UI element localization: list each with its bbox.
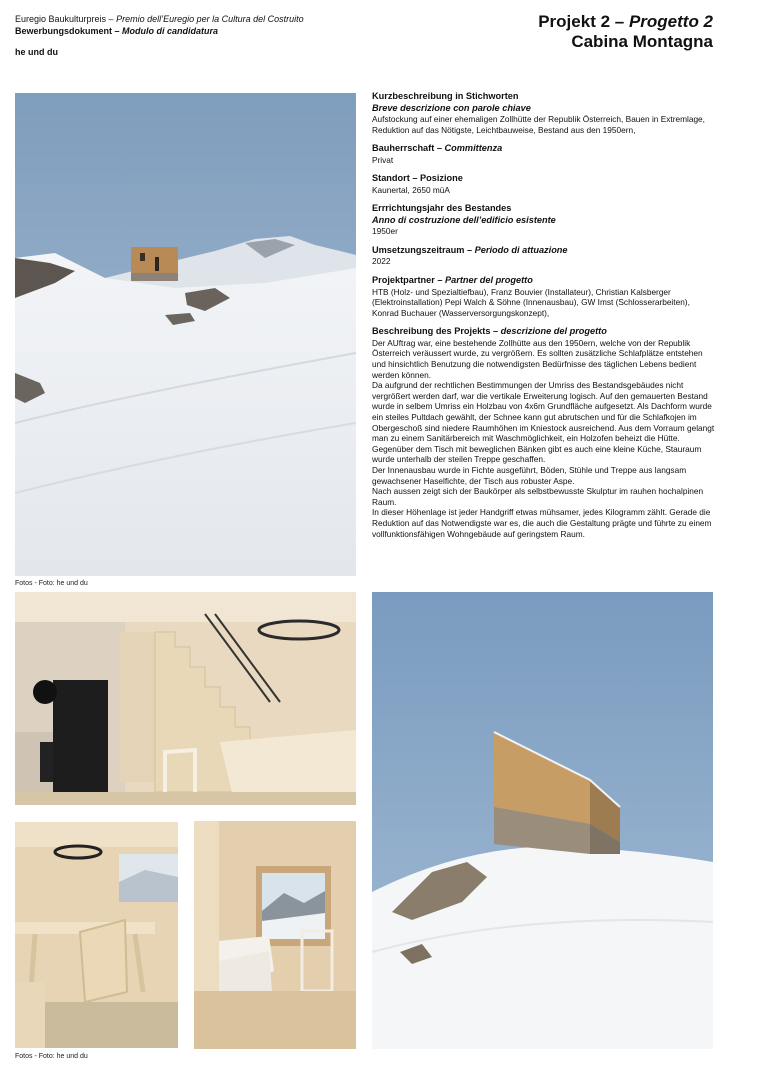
period-heading: Umsetzungszeitraum – xyxy=(372,244,475,255)
partners-heading-italian: Partner del progetto xyxy=(445,275,533,286)
project-text xyxy=(372,91,716,547)
interior-photo-bedroom xyxy=(194,821,356,1049)
period-body: 2022 xyxy=(372,256,391,267)
construction-year-body: 1950er xyxy=(372,226,398,237)
description-paragraph: Da aufgrund der rechtlichen Bestimmungen der Umriss des Bestandsgebäudes nicht vergrößert werden darf, war die vertikale Erweiterung logisch. Auf den gemauerten Bestand wurde in selbem Umriss ein Holzbau von 4x6m Grundfläche aufgesetzt. Als Dachform wurde ein steiles Pultdach gewählt, der Schnee kann gut abrutschen und für die Schlafkojen im Obergeschoß sind niedere Raumhöhen im Kniestock ausreichend. Aus dem Vorraum gelangt man zu einem Sanitärbereich mit Waschmöglichkeit, ein Holzofen beheizt die Hütte. Gegenüber dem Tisch mit beweglichen Bänken gibt es auch eine kleine Küche, Stauraum wurde unterhalb der steilen Treppe geschaffen. xyxy=(372,380,715,465)
document-type-italian: Modulo di candidatura xyxy=(122,26,219,36)
section-client xyxy=(372,143,716,165)
construction-year-heading-italian: Anno di costruzione dell’edificio esistente xyxy=(372,214,556,225)
description-heading-italian: descrizione del progetto xyxy=(500,326,607,337)
interior-photo-living xyxy=(15,592,356,805)
project-number: Projekt 2 – xyxy=(538,12,629,31)
description-heading: Beschreibung des Projekts – xyxy=(372,326,501,337)
partners-body: HTB (Holz- und Spezialtiefbau), Franz Bouvier (Installateur), Christian Kalsberger (Elektroinstallation) Pepi Walch & Söhne (Innenausbau), GW Imst (Schlosserarbeiten), Konrad Buchauer (Wasserversorgungskonzept), xyxy=(372,286,690,318)
section-description xyxy=(372,326,716,539)
section-period xyxy=(372,245,716,267)
interior-photo-dining xyxy=(15,822,178,1048)
period-heading-italian: Periodo di attuazione xyxy=(474,244,568,255)
prize-title: Euregio Baukulturpreis – xyxy=(15,14,117,24)
section-short-description xyxy=(372,91,716,135)
partners-heading: Projektpartner – xyxy=(372,275,446,286)
photo-caption-top: Fotos - Foto: he und du xyxy=(15,580,88,587)
client-heading-italian: Committenza xyxy=(444,143,503,154)
description-paragraph: Der AUftrag war, eine bestehende Zollhütte aus den 1950ern, welche von der Republik Österreich veräussert wurde, zu vergrößern. Es sollten zusätzliche Schlafplätze entstehen und hinsichtlich Benutzung die notwendigsten Bedürfnisse des täglichen Lebens bedient werden können. xyxy=(372,337,703,380)
exterior-photo-cabin xyxy=(372,592,713,1049)
description-paragraph: Der Innenausbau wurde in Fichte ausgeführt, Böden, Stühle und Treppe aus langsam gewachsener Haselfichte, der Tisch aus robuster Aspe. xyxy=(372,464,687,486)
header-left xyxy=(15,13,304,37)
header-right xyxy=(538,12,713,52)
exterior-photo-landscape xyxy=(15,93,356,576)
section-construction-year xyxy=(372,203,716,237)
section-location xyxy=(372,173,716,195)
short-description-heading: Kurzbeschreibung in Stichworten xyxy=(372,91,519,101)
section-partners xyxy=(372,275,716,318)
project-number-italian: Progetto 2 xyxy=(628,12,713,31)
construction-year-heading: Errrichtungsjahr des Bestandes xyxy=(372,203,512,214)
short-description-heading-italian: Breve descrizione con parole chiave xyxy=(372,102,531,113)
photo-caption-bottom: Fotos - Foto: he und du xyxy=(15,1053,88,1060)
location-body: Kaunertal, 2650 müA xyxy=(372,184,450,195)
client-body: Privat xyxy=(372,154,394,165)
document-type: Bewerbungsdokument – xyxy=(15,26,123,36)
project-name: Cabina Montagna xyxy=(571,32,713,51)
description-paragraph: Nach aussen zeigt sich der Baukörper als selbstbewusste Skulptur im rauhen hochalpinen Raum. xyxy=(372,486,704,507)
description-paragraph: In dieser Höhenlage ist jeder Handgriff etwas mühsamer, jedes Kilogramm zählt. Gerade die Reduktion auf das Notwendigste war es, die auch die Gestaltung prägte und führte zu einem vollfunktionsfähigen Wohngebäude auf geringstem Raum. xyxy=(372,507,712,539)
location-heading: Standort – Posizione xyxy=(372,173,463,184)
client-heading: Bauherrschaft – xyxy=(372,143,445,154)
prize-title-italian: Premio dell’Euregio per la Cultura del Costruito xyxy=(116,14,304,24)
short-description-body: Aufstockung auf einer ehemaligen Zollhütte der Republik Österreich, Bauen in Extremlage, Reduktion auf das Nötigste, Leichtbauweise, Bestand aus den 1950ern, xyxy=(372,114,705,135)
office-name: he und du xyxy=(15,47,58,57)
